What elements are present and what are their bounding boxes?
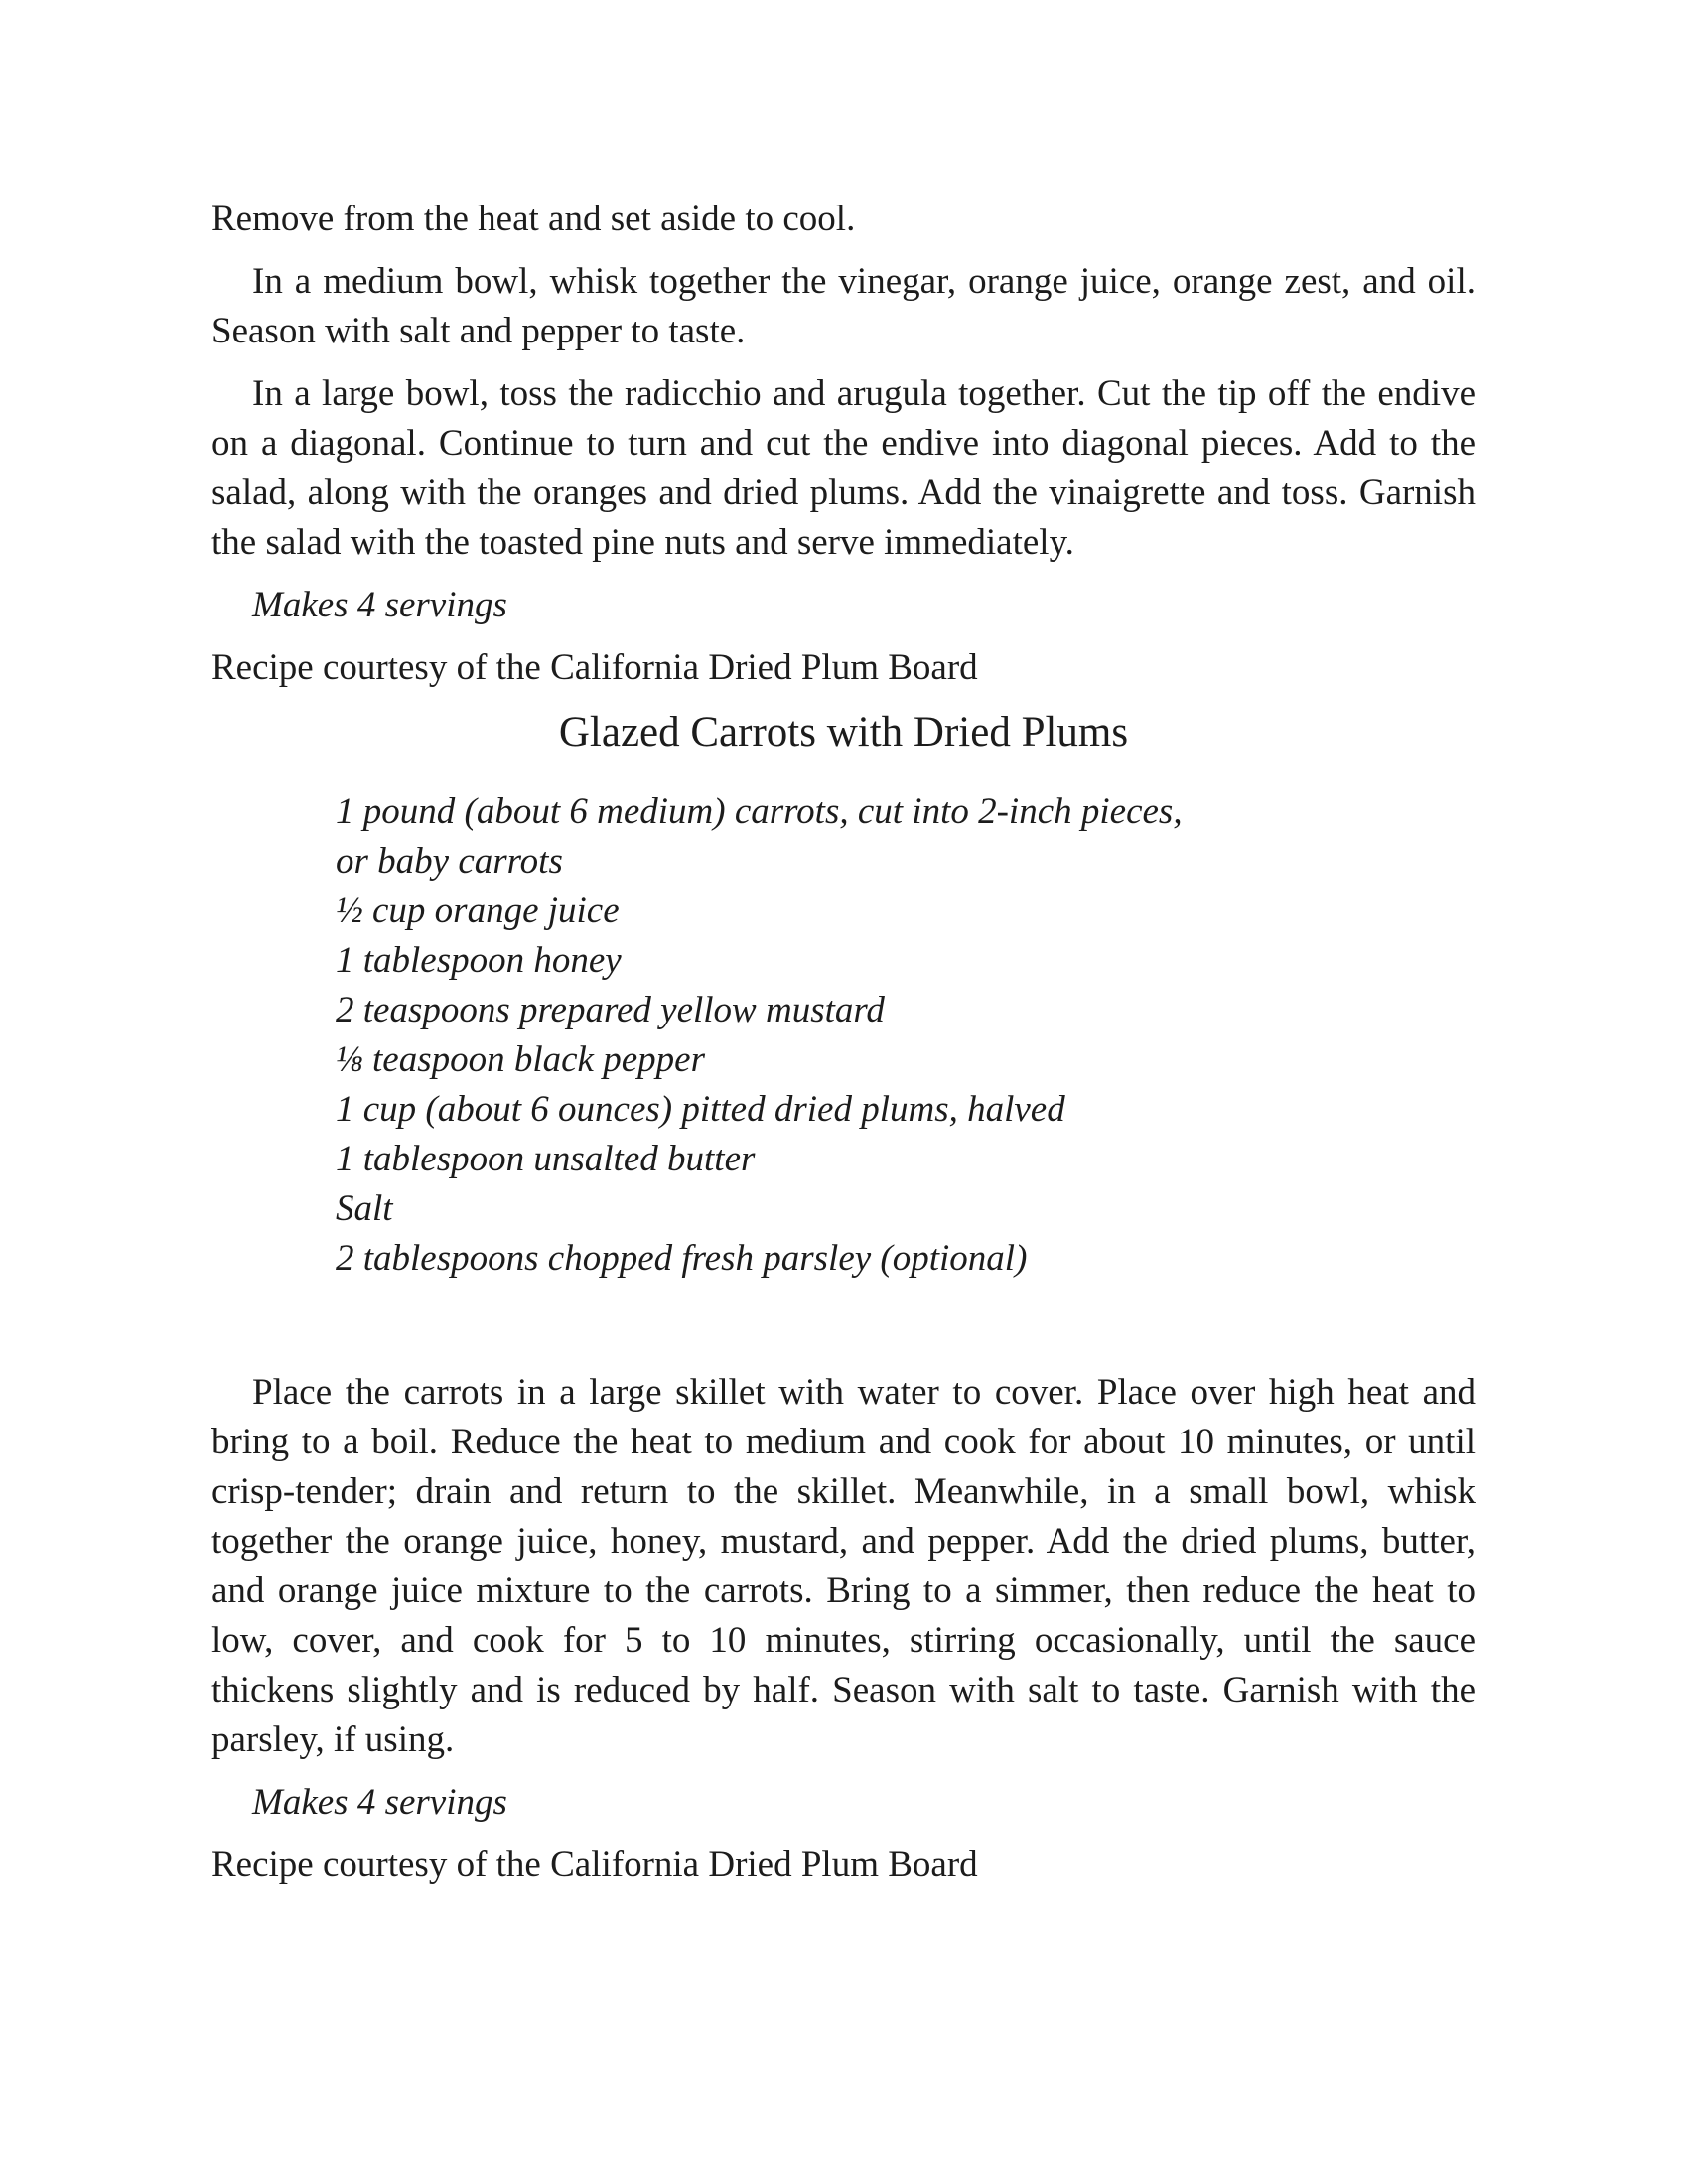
recipe-credit: Recipe courtesy of the California Dried Plum Board: [211, 1844, 978, 1885]
method-paragraph: Place the carrots in a large skillet with water to cover. Place over high heat and bring to a boil. Reduce the heat to medium and cook for about 10 minutes, or until crisp-tender; drain and return to the skillet. Meanwhile, in a small bowl, whisk together the orange juice, honey, mustard, and pepper. Add the dried plums, butter, and orange juice mixture to the carrots. Bring to a simmer, then reduce the heat to low, cover, and cook for 5 to 10 minutes, stirring occasionally, until the sauce thickens slightly and is reduced by half. Season with salt to taste. Garnish with the parsley, if using.: [211, 1372, 1476, 1760]
continued-step: Remove from the heat and set aside to cool.: [211, 199, 856, 239]
ingredient-item: 1 cup (about 6 ounces) pitted dried plums, halved: [336, 1089, 1065, 1130]
method-step-salad: In a large bowl, toss the radicchio and arugula together. Cut the tip off the endive on a diagonal. Continue to turn and cut the endive into diagonal pieces. Add to the salad, along with the oranges and dried plums. Add the vinaigrette and toss. Garnish the salad with the toasted pine nuts and serve immediately.: [211, 373, 1476, 563]
document-page: [211, 195, 1476, 1890]
ingredient-item: 2 tablespoons chopped fresh parsley (optional): [336, 1238, 1028, 1279]
ingredient-item: 1 tablespoon honey: [336, 940, 622, 981]
ingredient-item: ½ cup orange juice: [336, 890, 620, 931]
ingredient-item: 2 teaspoons prepared yellow mustard: [336, 990, 885, 1030]
ingredient-item: Salt: [336, 1188, 393, 1229]
yield-note: Makes 4 servings: [252, 585, 507, 625]
ingredient-item: 1 tablespoon unsalted butter: [336, 1139, 756, 1179]
ingredient-list: [211, 787, 1476, 1284]
ingredient-item: 1 pound (about 6 medium) carrots, cut into 2-inch pieces,: [336, 791, 1183, 832]
yield-note: Makes 4 servings: [252, 1782, 507, 1823]
recipe-credit: Recipe courtesy of the California Dried Plum Board: [211, 647, 978, 688]
ingredient-item: or baby carrots: [336, 841, 563, 882]
recipe-title: Glazed Carrots with Dried Plums: [558, 709, 1129, 755]
ingredient-item: ⅛ teaspoon black pepper: [336, 1039, 705, 1080]
method-step-vinaigrette: In a medium bowl, whisk together the vinegar, orange juice, orange zest, and oil. Season with salt and pepper to taste.: [211, 261, 1476, 351]
